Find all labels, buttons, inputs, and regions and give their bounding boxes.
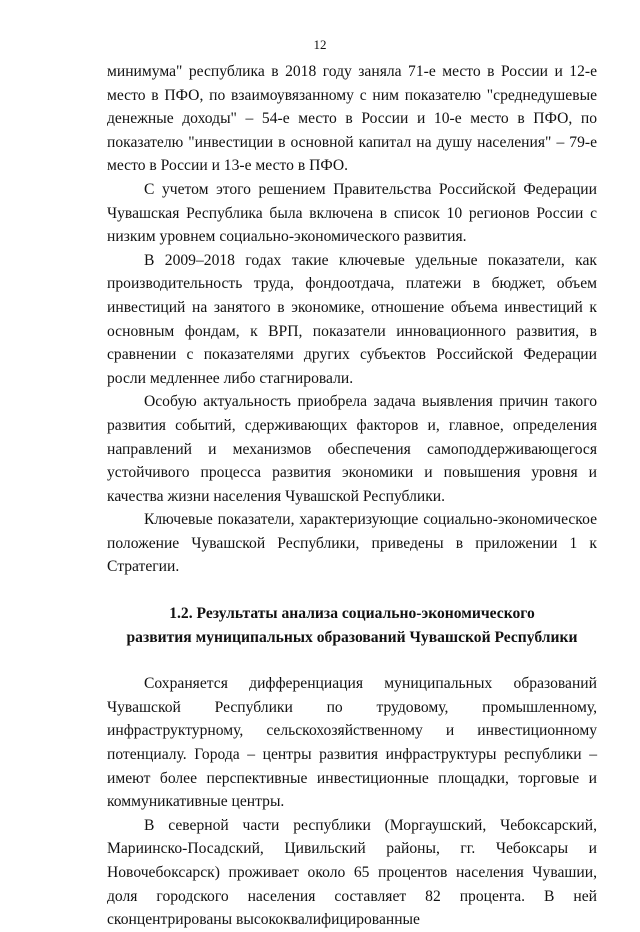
paragraph: минимума" республика в 2018 году заняла 71-е место в России и 12-е место в ПФО, по взаимоувязанному с ним показателю "среднедушевые денежные доходы" – 54-е место в России и 10-е место в ПФО, по показателю "инвестиции в основной капитал на душу населения" – 79-е место в России и 13-е место в ПФО. <box>107 63 597 175</box>
paragraph: Сохраняется дифференциация муниципальных образований Чувашской Республики по трудовому, промышленному, инфраструктурному, сельскохозяйственному и инвестиционному потенциалу. Города – центры развития инфраструктуры республики – имеют более перспективные инвестиционные площадки, торговые и коммуникативные центры. <box>107 675 597 811</box>
section-heading-line: развития муниципальных образований Чувашской Республики <box>126 628 578 646</box>
paragraph: В северной части республики (Моргаушский, Чебоксарский, Мариинско-Посадский, Цивильский районы, гг. Чебоксары и Новочебоксарск) проживает около 65 процентов населения Чувашии, доля городского населения составляет 82 процента. В ней сконцентрированы высококвалифицированные <box>107 816 597 929</box>
paragraph: Особую актуальность приобрела задача выявления причин такого развития событий, сдерживающих факторов и, главное, определения направлений и механизмов обеспечения самоподдерживающегося устойчивого процесса развития экономики и повышения уровня и качества жизни населения Чувашской Республики. <box>107 393 597 505</box>
paragraph: В 2009–2018 годах такие ключевые удельные показатели, как производительность труда, фондоотдача, платежи в бюджет, объем инвестиций на занятого в экономике, отношение объема инвестиций к основным фондам, к ВРП, показатели инновационного развития, в сравнении с показателями других субъектов Российской Федерации росли медленнее либо стагнировали. <box>107 251 597 387</box>
paragraph: Ключевые показатели, характеризующие социально-экономическое положение Чувашской Республики, приведены в приложении 1 к Стратегии. <box>107 511 597 576</box>
section-heading-line: 1.2. Результаты анализа социально-экономического <box>169 605 535 623</box>
paragraph: С учетом этого решением Правительства Российской Федерации Чувашская Республика была включена в список 10 регионов России с низким уровнем социально-экономического развития. <box>107 180 597 246</box>
page-number: 12 <box>313 37 327 52</box>
document-body <box>107 60 597 932</box>
section-heading <box>107 602 597 649</box>
